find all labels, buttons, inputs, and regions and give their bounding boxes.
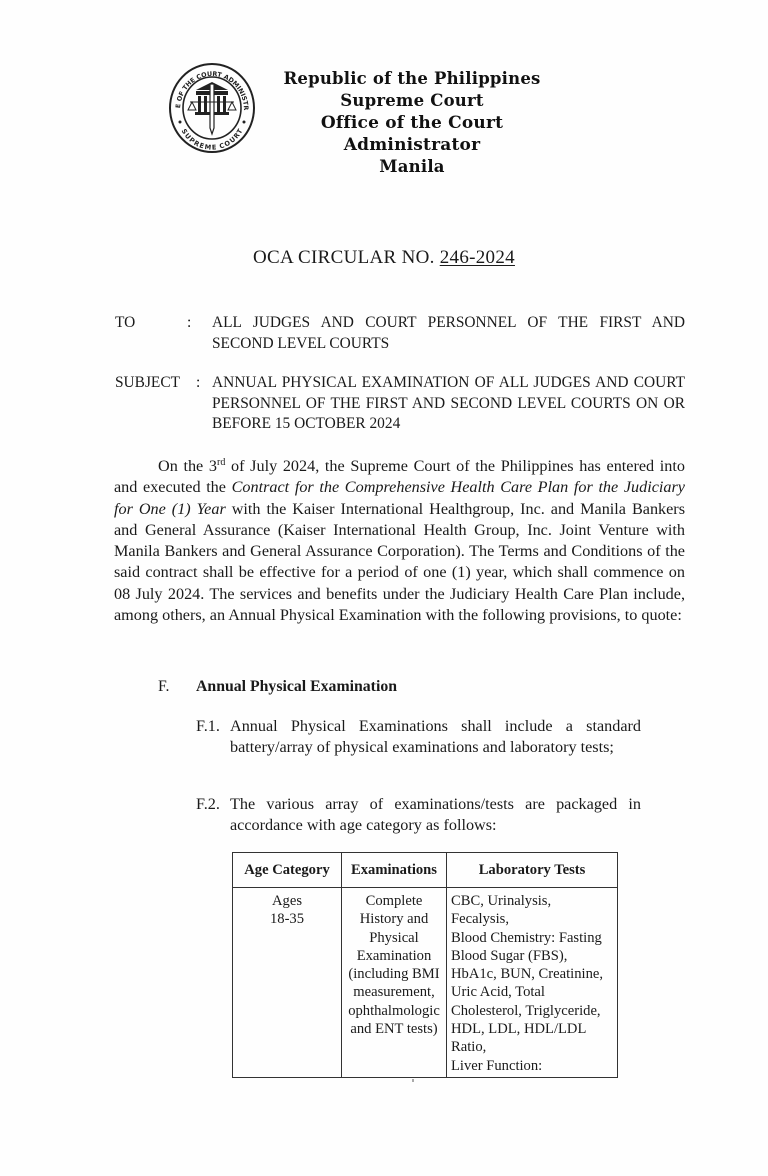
- cell-line: 18-35: [269, 911, 305, 928]
- subject-colon: :: [196, 374, 201, 391]
- ordinal-suffix: rd: [217, 457, 226, 468]
- letterhead-court: Supreme Court: [340, 91, 484, 110]
- age-category-table: [232, 852, 618, 1078]
- cell-line: Examination: [356, 947, 432, 964]
- cell-line: HDL, LDL, HDL/LDL: [451, 1021, 587, 1038]
- table-header-row: [233, 853, 618, 888]
- cell-examinations: [342, 888, 447, 1078]
- cell-line: Blood Chemistry: Fasting: [451, 929, 602, 946]
- table-row: [233, 888, 618, 1078]
- cell-line: ophthalmologic: [348, 1002, 440, 1019]
- provision-text: Annual Physical Examinations shall include a standard battery/array of physical examinations and laboratory tests;: [230, 717, 641, 756]
- cell-line: Uric Acid, Total: [451, 984, 545, 1001]
- subject-label: SUBJECT: [115, 374, 180, 391]
- cell-line: HbA1c, BUN, Creatinine,: [451, 966, 603, 983]
- header-examinations: Examinations: [342, 853, 447, 888]
- svg-text:SUPREME COURT: SUPREME COURT: [179, 127, 245, 152]
- to-colon: :: [187, 314, 192, 331]
- cell-line: Ages: [272, 893, 302, 909]
- section-letter: F.: [158, 678, 170, 695]
- cell-line: (including BMI: [348, 966, 440, 983]
- header-laboratory-tests: Laboratory Tests: [447, 853, 618, 888]
- letterhead: [262, 68, 562, 178]
- cell-line: and ENT tests): [350, 1021, 438, 1038]
- cell-line: CBC, Urinalysis,: [451, 893, 552, 909]
- cell-line: Liver Function:: [451, 1057, 543, 1074]
- to-label: TO: [115, 314, 136, 331]
- subject-value: ANNUAL PHYSICAL EXAMINATION OF ALL JUDGES AND COURT PERSONNEL OF THE FIRST AND SECOND LEVEL COURTS ON OR BEFORE 15 OCTOBER 2024: [212, 374, 685, 432]
- cell-laboratory-tests: [447, 888, 618, 1078]
- provision-number: F.1.: [196, 717, 220, 735]
- cell-line: Complete: [365, 893, 423, 909]
- body-paragraph: [114, 456, 685, 626]
- to-value: ALL JUDGES AND COURT PERSONNEL OF THE FIRST AND SECOND LEVEL COURTS: [212, 314, 685, 352]
- cell-line: Blood Sugar (FBS),: [451, 947, 568, 964]
- scan-artifact: [412, 1079, 414, 1082]
- cell-line: measurement,: [353, 984, 435, 1001]
- cell-line: Cholesterol, Triglyceride,: [451, 1002, 601, 1019]
- circular-title: [0, 247, 768, 269]
- cell-line: History and: [359, 911, 429, 928]
- provision-text: The various array of examinations/tests are packaged in accordance with age category as follows:: [230, 795, 641, 834]
- provision-number: F.2.: [196, 795, 220, 813]
- svg-text:OFFICE OF THE COURT ADMINISTRA: E OF THE COURT ADMINISTR: [174, 69, 251, 111]
- header-age-category: Age Category: [233, 853, 342, 888]
- cell-line: Physical: [369, 929, 419, 946]
- body-text-mid: of July 2024, the Supreme Court of the Philippines has entered into and executed the: [114, 457, 685, 497]
- circular-title-prefix: OCA CIRCULAR NO.: [253, 247, 440, 268]
- letterhead-country: Republic of the Philippines: [283, 69, 541, 88]
- court-seal-icon: [168, 62, 256, 154]
- contract-title: Contract for the Comprehensive Health Care Plan for the Judiciary for One (1) Year: [114, 478, 685, 518]
- body-text-end: with the Kaiser International Healthgroup, Inc. and Manila Bankers and General Assurance (Kaiser International Health Group, Inc. Joint Venture with Manila Bankers and General Assurance Corporation). The Terms and Conditions of the said contract shall be effective for a period of one (1) year, which shall commence on 08 July 2024. The services and benefits under the Judiciary Health Care Plan include, among others, an Annual Physical Examination with the following provisions, to quote:: [114, 499, 686, 625]
- cell-age: [233, 888, 342, 1078]
- body-text-start: On the 3: [158, 457, 217, 475]
- letterhead-city: Manila: [379, 157, 445, 176]
- cell-line: Ratio,: [451, 1039, 487, 1056]
- cell-line: Fecalysis,: [451, 911, 509, 928]
- letterhead-office: Office of the Court Administrator: [320, 113, 504, 155]
- circular-number: 246-2024: [439, 247, 515, 268]
- section-heading: Annual Physical Examination: [196, 678, 398, 695]
